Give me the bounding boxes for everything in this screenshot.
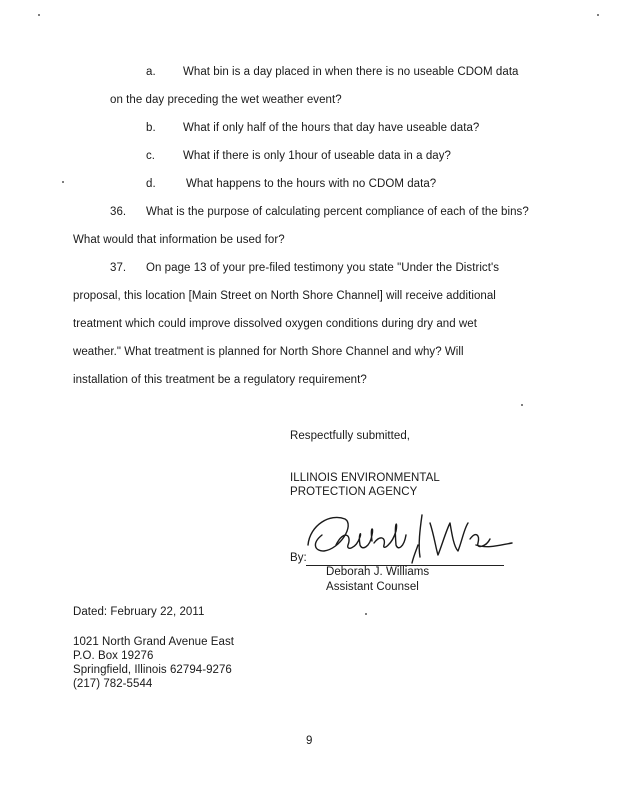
question-text: On page 13 of your pre-filed testimony you state "Under the District's bbox=[146, 262, 500, 274]
question-continuation: installation of this treatment be a regulatory requirement? bbox=[73, 374, 367, 386]
closing-text: Respectfully submitted, bbox=[290, 430, 411, 442]
question-text: What happens to the hours with no CDOM data? bbox=[186, 178, 437, 190]
question-number: 36. bbox=[110, 206, 127, 218]
page-number: 9 bbox=[306, 735, 313, 747]
question-continuation: proposal, this location [Main Street on North Shore Channel] will receive additional bbox=[73, 290, 496, 302]
question-number: a. bbox=[146, 66, 156, 78]
handwritten-signature bbox=[300, 505, 515, 567]
question-text: What is the purpose of calculating percent compliance of each of the bins? bbox=[146, 206, 529, 218]
scan-speck bbox=[38, 14, 40, 16]
scan-speck bbox=[597, 14, 599, 16]
question-number: c. bbox=[146, 150, 156, 162]
question-number: b. bbox=[146, 122, 156, 134]
question-text: What bin is a day placed in when there is no useable CDOM data bbox=[183, 66, 519, 78]
question-continuation: on the day preceding the wet weather event? bbox=[110, 94, 342, 106]
address-line: (217) 782-5544 bbox=[73, 678, 153, 690]
question-number: 37. bbox=[110, 262, 127, 274]
address-line: P.O. Box 19276 bbox=[73, 650, 154, 662]
signer-name: Deborah J. Williams bbox=[326, 566, 430, 578]
question-continuation: treatment which could improve dissolved oxygen conditions during dry and wet bbox=[73, 318, 477, 330]
agency-name-line2: PROTECTION AGENCY bbox=[290, 486, 418, 498]
question-text: What if only half of the hours that day have useable data? bbox=[183, 122, 480, 134]
dated-line: Dated: February 22, 2011 bbox=[73, 606, 205, 618]
agency-name-line1: ILLINOIS ENVIRONMENTAL bbox=[290, 472, 440, 484]
question-continuation: weather." What treatment is planned for North Shore Channel and why? Will bbox=[73, 346, 464, 358]
question-number: d. bbox=[146, 178, 156, 190]
scan-speck bbox=[521, 404, 523, 406]
question-continuation: What would that information be used for? bbox=[73, 234, 285, 246]
address-line: Springfield, Illinois 62794-9276 bbox=[73, 664, 232, 676]
address-line: 1021 North Grand Avenue East bbox=[73, 636, 235, 648]
scan-speck bbox=[365, 613, 367, 615]
signer-title: Assistant Counsel bbox=[326, 581, 419, 593]
scan-speck bbox=[62, 181, 64, 183]
by-label: By: bbox=[290, 552, 307, 564]
question-text: What if there is only 1hour of useable data in a day? bbox=[183, 150, 451, 162]
